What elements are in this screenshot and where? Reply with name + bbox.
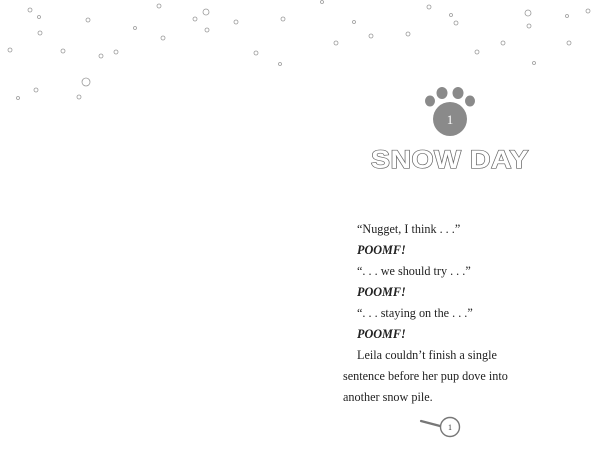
text-line: sentence before her pup dove into bbox=[343, 369, 508, 383]
snowflake bbox=[157, 4, 161, 8]
snowflake bbox=[34, 88, 38, 92]
chapter-number: 1 bbox=[446, 112, 454, 127]
body-text bbox=[343, 219, 593, 408]
snowflake bbox=[533, 62, 536, 65]
snowflake bbox=[567, 41, 571, 45]
chapter-title-text: SNOW DAY bbox=[371, 146, 529, 174]
snowflake bbox=[586, 9, 590, 13]
text-line: “. . . we should try . . .” bbox=[357, 264, 471, 278]
text-line: Leila couldn’t finish a single bbox=[357, 348, 497, 362]
paw-toe bbox=[425, 96, 435, 107]
snowflake bbox=[234, 20, 238, 24]
text-line: POOMF! bbox=[357, 327, 406, 341]
snowflake bbox=[334, 41, 338, 45]
paw-toe bbox=[453, 87, 464, 99]
snowflake bbox=[369, 34, 373, 38]
paw-print-icon bbox=[418, 84, 482, 140]
snowflake bbox=[193, 17, 197, 21]
text-line: another snow pile. bbox=[343, 390, 433, 404]
snowflake bbox=[82, 78, 90, 86]
snowflake bbox=[281, 17, 285, 21]
snowflake bbox=[8, 48, 12, 52]
chapter-title bbox=[366, 142, 534, 176]
snowflake bbox=[427, 5, 431, 9]
snowflake bbox=[203, 9, 209, 15]
snowflake bbox=[527, 24, 531, 28]
snowflake bbox=[134, 27, 137, 30]
snowflake bbox=[254, 51, 258, 55]
paw-toe bbox=[465, 96, 475, 107]
text-line: “Nugget, I think . . .” bbox=[357, 222, 461, 236]
magnifier-handle bbox=[421, 421, 440, 426]
text-line: POOMF! bbox=[357, 285, 406, 299]
snowflake bbox=[475, 50, 479, 54]
snowflake bbox=[77, 95, 81, 99]
snowflake bbox=[406, 32, 410, 36]
page-number: 1 bbox=[448, 423, 452, 432]
snowflake bbox=[17, 97, 20, 100]
snowflake bbox=[501, 41, 505, 45]
paw-toe bbox=[437, 87, 448, 99]
snowflake bbox=[61, 49, 65, 53]
snowflake bbox=[38, 31, 42, 35]
snowflake bbox=[28, 8, 32, 12]
snowflake bbox=[454, 21, 458, 25]
snowflake bbox=[86, 18, 90, 22]
magnifying-glass-icon bbox=[418, 414, 466, 440]
snow-decoration bbox=[0, 0, 600, 110]
snowflake bbox=[205, 28, 209, 32]
snowflake bbox=[38, 16, 41, 19]
snowflake bbox=[321, 1, 324, 4]
snowflake bbox=[353, 21, 356, 24]
snowflake bbox=[566, 15, 569, 18]
snowflake bbox=[161, 36, 165, 40]
snowflake bbox=[99, 54, 103, 58]
snowflake bbox=[450, 14, 453, 17]
snowflake bbox=[114, 50, 118, 54]
text-line: POOMF! bbox=[357, 243, 406, 257]
snowflake bbox=[525, 10, 531, 16]
snowflake bbox=[279, 63, 282, 66]
text-line: “. . . staying on the . . .” bbox=[357, 306, 473, 320]
